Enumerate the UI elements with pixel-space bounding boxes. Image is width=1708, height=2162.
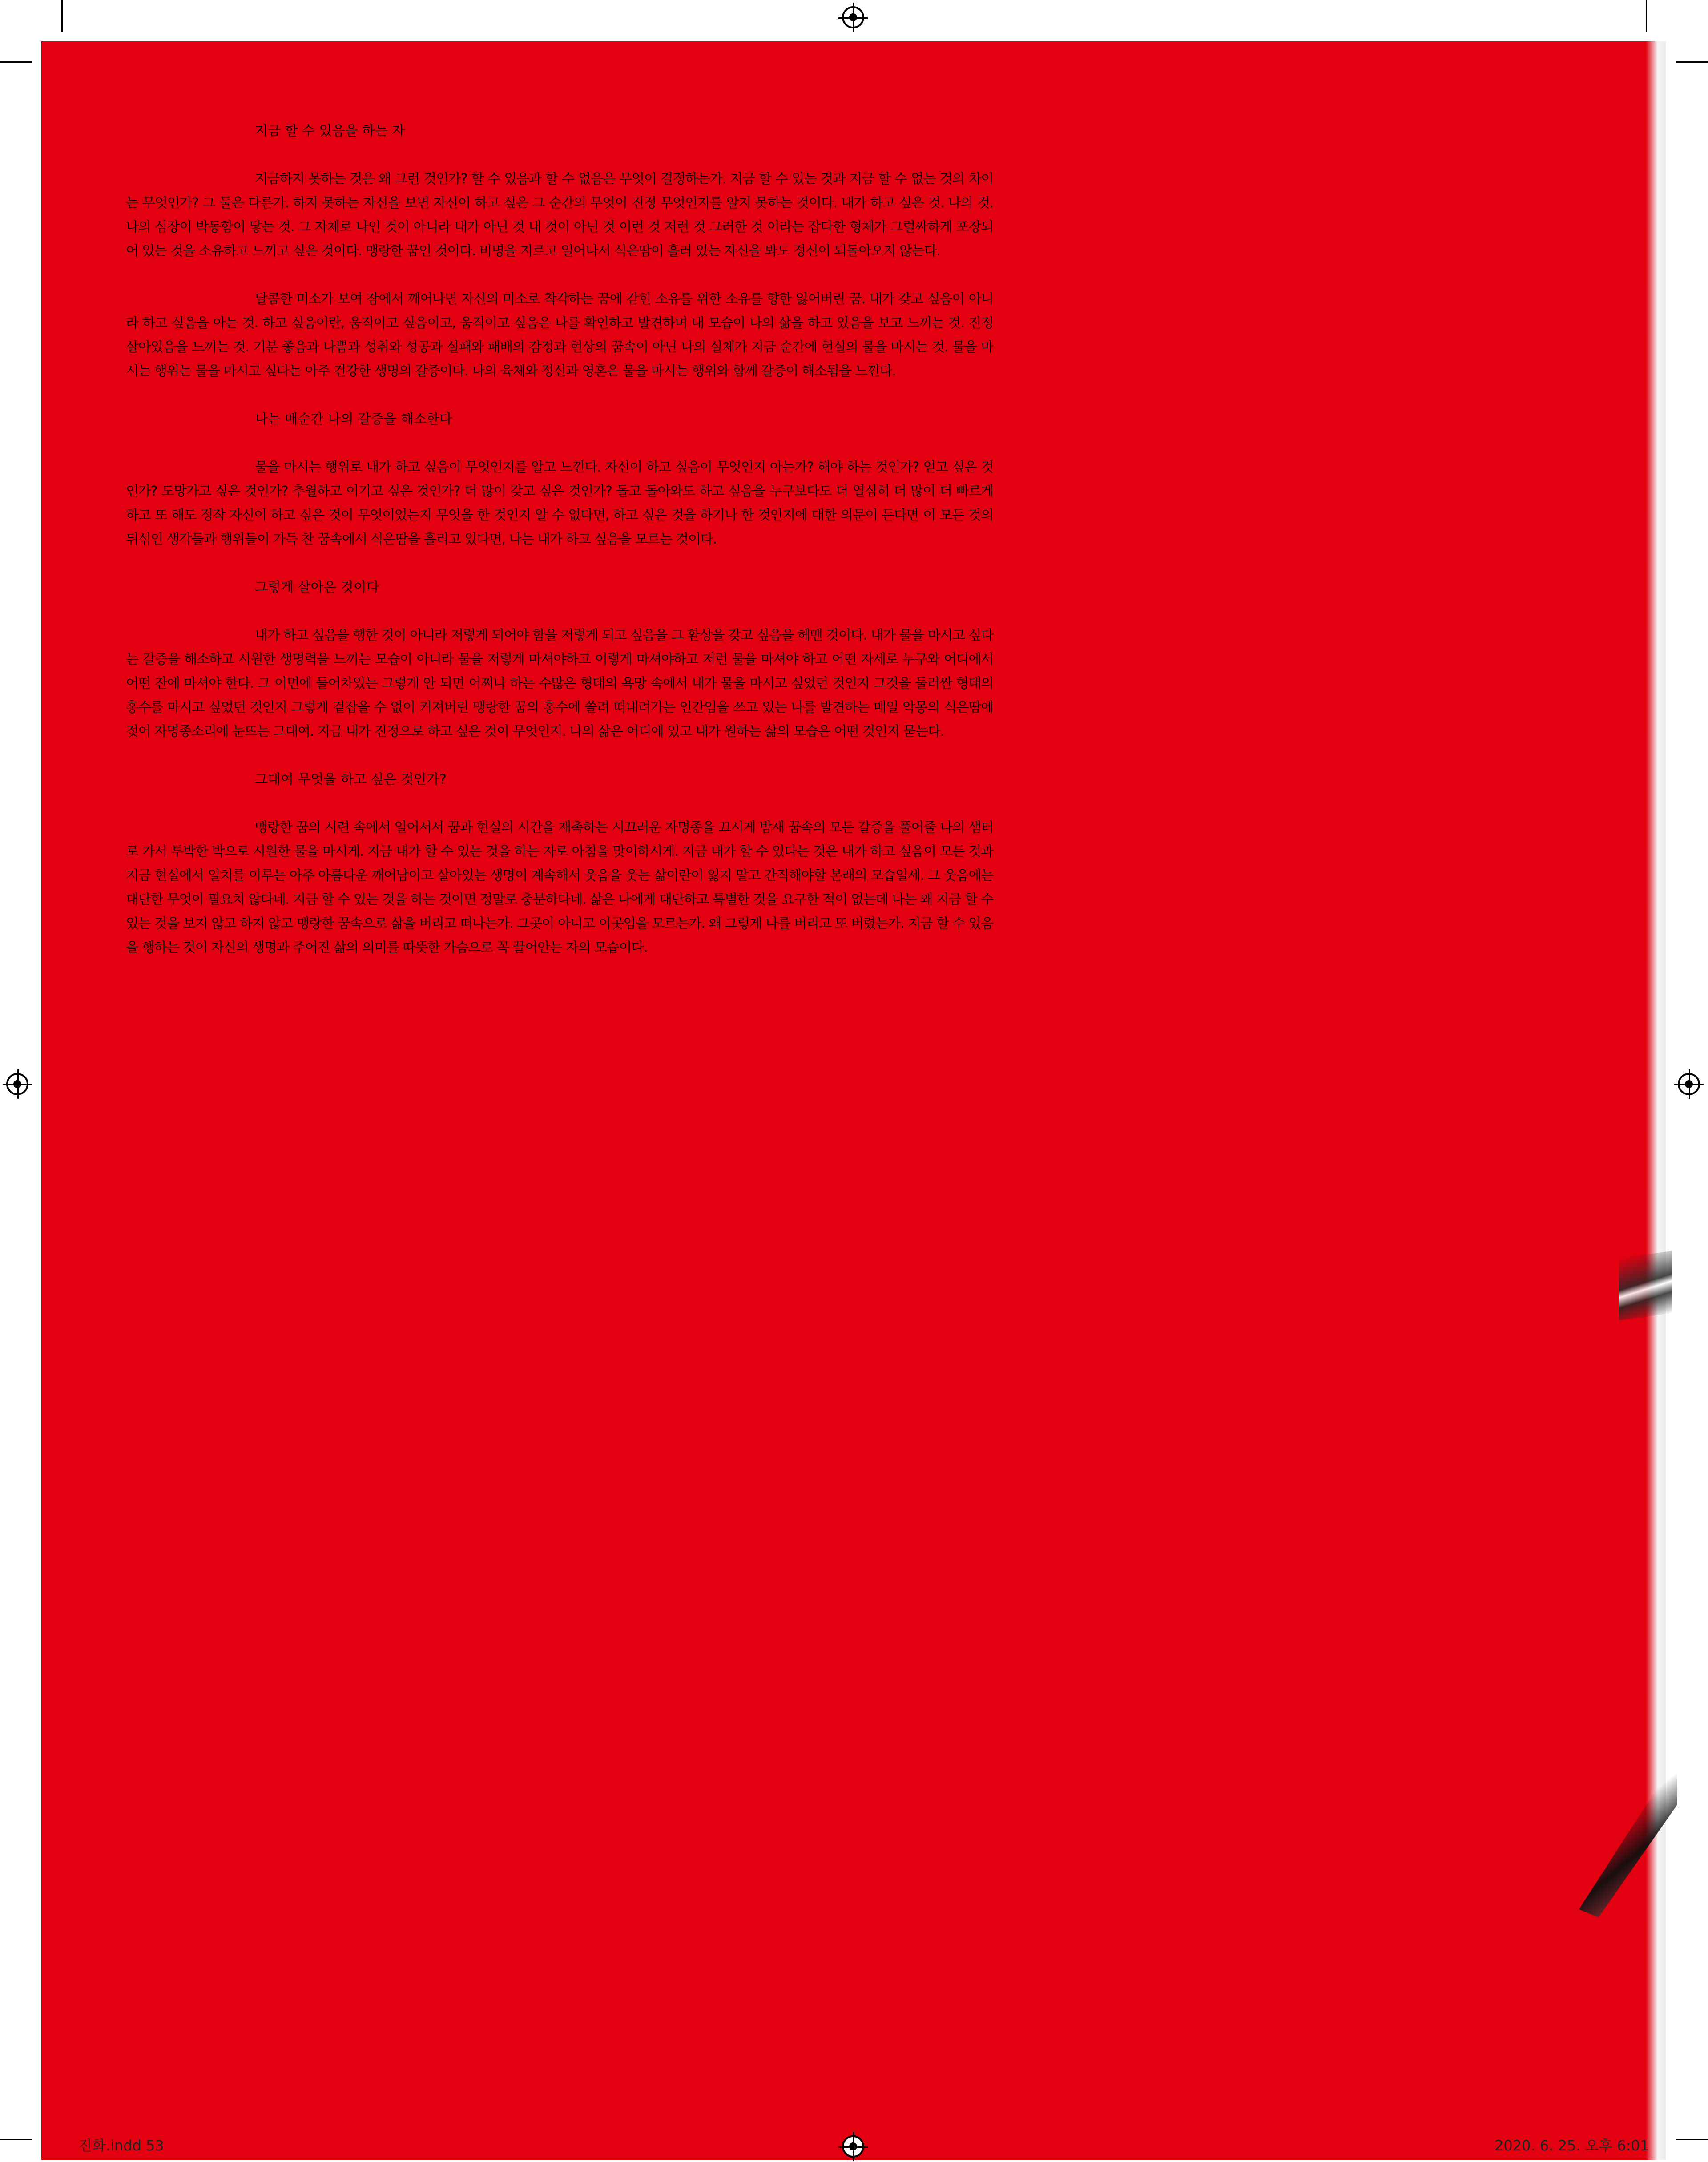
paragraph: 맹랑한 꿈의 시련 속에서 일어서서 꿈과 현실의 시간을 재촉하는 시끄러운 자명종을 끄시게 밤새 꿈속의 모든 갈증을 풀어줄 나의 샘터로 가서 투박한 박으로 시원한 물을 마시게. 지금 내가 할 수 있는 것을 하는 자로 아침을 맞이하시게. 지금 내가 할 수 있다는 것은 내가 하고 싶음이 모든 것과 지금 현실에서 일치를 이루는 아주 아름다운 깨어남이고 살아있는 생명이 계속해서 웃음을 웃는 삶이란이 잃지 말고 간직해야할 본래의 모습일세. 그 웃음에는 대단한 무엇이 필요치 않다네. 지금 할 수 있는 것을 하는 것이면 정말로 충분하다네. 삶은 나에게 대단하고 특별한 것을 요구한 적이 없는데 나는 왜 지금 할 수 있는 것을 보지 않고 하지 않고 맹랑한 꿈속으로 삶을 버리고 떠나는가. 그곳이 아니고 이곳임을 모르는가. 왜 그렇게 나를 버리고 또 버렸는가. 지금 할 수 있음을 행하는 것이 자신의 생명과 주어진 삶의 의미를 따뜻한 가슴으로 꼭 끌어안는 자의 모습이다. xyxy=(126,820,993,956)
registration-mark-icon xyxy=(6,1073,28,1095)
slug-timestamp: 2020. 6. 25. 오후 6:01 xyxy=(1494,2137,1649,2154)
article-body xyxy=(126,119,993,984)
crop-mark xyxy=(1676,2139,1708,2140)
section-heading: 나는 매순간 나의 갈증을 해소한다 xyxy=(255,411,452,427)
paragraph: 내가 하고 싶음을 행한 것이 아니라 저렇게 되어야 함을 저렇게 되고 싶음을 그 환상을 갖고 싶음을 헤맨 것이다. 내가 물을 마시고 싶다는 갈증을 해소하고 시원한 생명력을 느끼는 모습이 아니라 물을 저렇게 마셔야하고 이렇게 마셔야하고 저런 물을 마셔야 하고 어떤 자세로 누구와 어디에서 어떤 잔에 마셔야 한다. 그 이면에 들어차있는 그렇게 안 되면 어쩌나 하는 수많은 형태의 욕망 속에서 내가 물을 마시고 싶었던 것인지 그것을 둘러싼 형태의 홍수를 마시고 싶었던 것인지 그렇게 겉잡을 수 없이 커져버린 맹랑한 꿈의 홍수에 쓸려 떠내려가는 인간임을 쓰고 있는 나를 발견하는 매일 악몽의 식은땀에 젖어 자명종소리에 눈뜨는 그대여. 지금 내가 진정으로 하고 싶은 것이 무엇인지. 나의 삶은 어디에 있고 내가 원하는 삶의 모습은 어떤 것인지 묻는다. xyxy=(126,628,993,739)
brush-stroke-image xyxy=(1619,1251,1672,1321)
slug-filename: 진화.indd 53 xyxy=(78,2137,164,2154)
paragraph: 지금하지 못하는 것은 왜 그런 것인가? 할 수 있음과 할 수 없음은 무엇이 결정하는가. 지금 할 수 있는 것과 지금 할 수 없는 것의 차이는 무엇인가? 그 둘은 다른가. 하지 못하는 자신을 보면 자신이 하고 싶은 그 순간의 무엇이 진정 무엇인지를 알지 못하는 것이다. 내가 하고 싶은 것. 나의 것. 나의 심장이 박동함이 닿는 것. 그 자체로 나인 것이 아니라 내가 아닌 것 내 것이 아닌 것 이런 것 저런 것 그러한 것 이라는 잡다한 형체가 그럴싸하게 포장되어 있는 것을 소유하고 느끼고 싶은 것이다. 맹랑한 꿈인 것이다. 비명을 지르고 일어나서 식은땀이 흘러 있는 자신을 봐도 정신이 되돌아오지 않는다. xyxy=(126,171,993,259)
registration-mark-icon xyxy=(842,6,864,28)
section-heading: 그렇게 살아온 것이다 xyxy=(255,580,379,595)
paragraph: 물을 마시는 행위로 내가 하고 싶음이 무엇인지를 알고 느낀다. 자신이 하고 싶음이 무엇인지 아는가? 해야 하는 것인가? 얻고 싶은 것인가? 도망가고 싶은 것인가? 추월하고 이기고 싶은 것인가? 더 많이 갖고 싶은 것인가? 돌고 돌아와도 하고 싶음을 누구보다도 더 열심히 더 많이 더 빠르게 하고 또 해도 정작 자신이 하고 싶은 것이 무엇이었는지 무엇을 한 것인지 알 수 없다면, 하고 싶은 것을 하기나 한 것인지에 대한 의문이 든다면 이 모든 것의 뒤섞인 생각들과 행위들이 가득 찬 꿈속에서 식은땀을 흘리고 있다면, 나는 내가 하고 싶음을 모르는 것이다. xyxy=(126,460,993,547)
section-heading: 그대여 무엇을 하고 싶은 것인가? xyxy=(255,772,447,787)
crop-mark xyxy=(1676,61,1708,63)
crop-mark xyxy=(1646,0,1647,32)
registration-mark-icon xyxy=(842,2135,864,2158)
crop-mark xyxy=(0,2139,32,2140)
section-heading: 지금 할 수 있음을 하는 자 xyxy=(255,123,405,139)
crop-mark xyxy=(0,61,32,63)
crop-mark xyxy=(61,0,63,32)
paragraph: 달콤한 미소가 보여 잠에서 깨어나면 자신의 미소로 착각하는 꿈에 갇힌 소유를 위한 소유를 향한 잃어버린 꿈. 내가 갖고 싶음이 아니라 하고 싶음을 아는 것. 하고 싶음이란, 움직이고 싶음이고, 움직이고 싶음은 나를 확인하고 발견하며 내 모습이 나의 삶을 하고 있음을 보고 느끼는 것. 진정 살아있음을 느끼는 것. 기분 좋음과 나쁨과 성취와 성공과 실패와 패배의 감정과 현상의 꿈속이 아닌 나의 실체가 지금 순간에 현실의 물을 마시는 것. 물을 마시는 행위는 물을 마시고 싶다는 아주 건강한 생명의 갈증이다. 나의 육체와 정신과 영혼은 물을 마시는 행위와 함께 갈증이 해소됨을 느낀다. xyxy=(126,291,993,379)
registration-mark-icon xyxy=(1678,1073,1700,1095)
